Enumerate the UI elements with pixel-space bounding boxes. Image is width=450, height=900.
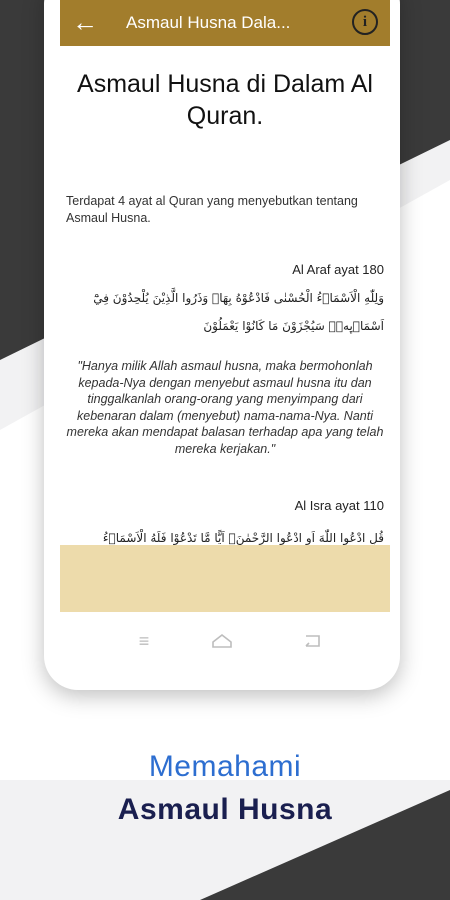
promo-line-1: Memahami bbox=[148, 750, 302, 783]
home-icon[interactable] bbox=[210, 630, 234, 652]
article-content[interactable] bbox=[60, 46, 390, 546]
menu-icon[interactable]: ≡ bbox=[138, 631, 150, 651]
system-nav-bar bbox=[44, 622, 400, 662]
promo-line-2: Asmaul Husna bbox=[117, 793, 333, 826]
back-button[interactable] bbox=[68, 6, 102, 40]
info-button[interactable] bbox=[352, 9, 378, 35]
ad-banner[interactable] bbox=[60, 545, 390, 612]
section-heading-al-araf: Al Araf ayat 180 bbox=[292, 262, 384, 277]
back-icon[interactable] bbox=[300, 630, 324, 652]
arabic-verse-al-araf: وَلِلّٰهِ الْاَسْمَاۤءُ الْحُسْنٰى فَادْعُوْهُ بِهَاۖ وَذَرُوا الَّذِيْنَ يُلْحِدُوْنَ فِيْٓ اَسْمَاۤىِٕهٖۗ سَيُجْزَوْنَ مَا كَانُوْا يَعْمَلُوْنَ bbox=[93, 291, 384, 333]
phone-frame bbox=[44, 0, 400, 690]
phone-screen bbox=[60, 0, 390, 612]
info-icon: i bbox=[362, 14, 368, 30]
arrow-left-icon: ← bbox=[72, 7, 98, 37]
page-title: Asmaul Husna di Dalam Al Quran. bbox=[77, 70, 373, 130]
app-bar-title: Asmaul Husna Dala... bbox=[126, 13, 291, 32]
translation-al-araf: "Hanya milik Allah asmaul husna, maka bermohonlah kepada-Nya dengan menyebut asmaul husna itu dan tinggalkanlah orang-orang yang menyimpang dari kebenaran dalam (menyebut) nama-nama-Nya. Nanti mereka akan mendapat balasan terhadap apa yang telah mereka kerjakan." bbox=[66, 359, 384, 456]
arabic-verse-al-isra: قُلِ ادْعُوا اللّٰهَ اَوِ ادْعُوا الرَّحْمٰنَۗ اَيًّا مَّا تَدْعُوْا فَلَهُ الْاَسْمَاۤءُ bbox=[102, 531, 384, 545]
app-bar bbox=[60, 0, 390, 46]
intro-text: Terdapat 4 ayat al Quran yang menyebutkan tentang Asmaul Husna. bbox=[66, 194, 358, 225]
section-heading-al-isra: Al Isra ayat 110 bbox=[294, 498, 384, 513]
